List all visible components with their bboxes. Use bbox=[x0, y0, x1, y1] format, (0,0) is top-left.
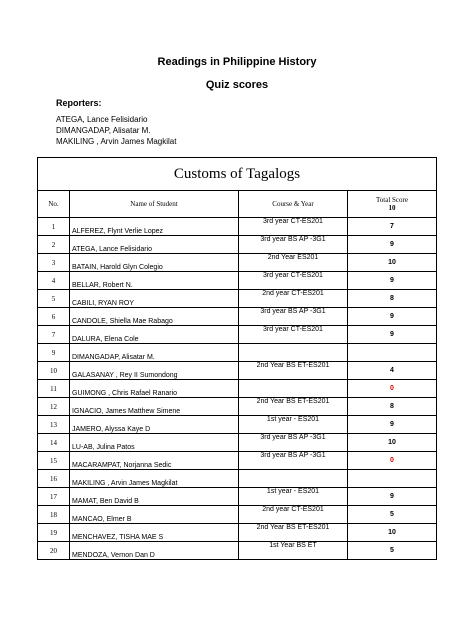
row-number: 10 bbox=[38, 362, 70, 380]
course-year bbox=[239, 380, 348, 398]
table-row bbox=[38, 542, 437, 560]
row-number: 2 bbox=[38, 236, 70, 254]
student-name: MACARAMPAT, Norjanna Sedic bbox=[70, 452, 239, 470]
total-score: 4 bbox=[348, 362, 437, 380]
student-name: MAKILING , Arvin James Magkilat bbox=[70, 470, 239, 488]
total-score: 7 bbox=[348, 218, 437, 236]
student-name: MENCHAVEZ, TISHA MAE S bbox=[70, 524, 239, 542]
student-name: DALURA, Elena Cole bbox=[70, 326, 239, 344]
student-name: ALFEREZ, Flynt Verlie Lopez bbox=[70, 218, 239, 236]
header-score-max: 10 bbox=[388, 204, 396, 212]
total-score: 9 bbox=[348, 236, 437, 254]
total-score: 0 bbox=[348, 380, 437, 398]
row-number: 4 bbox=[38, 272, 70, 290]
student-name: GALASANAY , Rey II Sumondong bbox=[70, 362, 239, 380]
table-row bbox=[38, 452, 437, 470]
total-score: 8 bbox=[348, 398, 437, 416]
course-year: 3rd year CT-ES201 bbox=[239, 272, 348, 290]
student-name: JAMERO, Alyssa Kaye D bbox=[70, 416, 239, 434]
student-name: DIMANGADAP, Alisatar M. bbox=[70, 344, 239, 362]
reporter-name: MAKILING , Arvin James Magkilat bbox=[56, 137, 177, 146]
total-score: 9 bbox=[348, 488, 437, 506]
row-number: 14 bbox=[38, 434, 70, 452]
row-number: 5 bbox=[38, 290, 70, 308]
course-year: 2nd Year BS ET-ES201 bbox=[239, 362, 348, 380]
row-number: 20 bbox=[38, 542, 70, 560]
document-subtitle: Quiz scores bbox=[205, 79, 269, 91]
total-score: 5 bbox=[348, 542, 437, 560]
row-number: 9 bbox=[38, 344, 70, 362]
student-name: BATAIN, Harold Glyn Colegio bbox=[70, 254, 239, 272]
reporter-name: ATEGA, Lance Felisidario bbox=[56, 115, 148, 124]
table-row bbox=[38, 344, 437, 362]
course-year: 1st year - ES201 bbox=[239, 416, 348, 434]
table-row bbox=[38, 236, 437, 254]
reporters-heading: Reporters: bbox=[56, 98, 102, 108]
row-number: 17 bbox=[38, 488, 70, 506]
course-year: 2nd year CT-ES201 bbox=[239, 290, 348, 308]
course-year: 2nd Year ES201 bbox=[239, 254, 348, 272]
row-number: 18 bbox=[38, 506, 70, 524]
student-name: BELLAR, Robert N. bbox=[70, 272, 239, 290]
row-number: 13 bbox=[38, 416, 70, 434]
table-row bbox=[38, 380, 437, 398]
table-row bbox=[38, 272, 437, 290]
course-year: 2nd year CT-ES201 bbox=[239, 506, 348, 524]
table-row bbox=[38, 416, 437, 434]
table-caption: Customs of Tagalogs bbox=[38, 158, 437, 191]
total-score: 9 bbox=[348, 272, 437, 290]
student-name: CANDOLE, Shiella Mae Rabago bbox=[70, 308, 239, 326]
table-row bbox=[38, 254, 437, 272]
row-number: 7 bbox=[38, 326, 70, 344]
student-name: MANCAO, Elmer B bbox=[70, 506, 239, 524]
course-year: 3rd year CT-ES201 bbox=[239, 218, 348, 236]
row-number: 3 bbox=[38, 254, 70, 272]
table-row bbox=[38, 434, 437, 452]
header-course: Course & Year bbox=[239, 191, 348, 218]
student-name: MAMAT, Ben David B bbox=[70, 488, 239, 506]
total-score: 10 bbox=[348, 254, 437, 272]
row-number: 15 bbox=[38, 452, 70, 470]
table-row bbox=[38, 362, 437, 380]
table-row bbox=[38, 218, 437, 236]
table-row bbox=[38, 398, 437, 416]
course-year: 1st Year BS ET bbox=[239, 542, 348, 560]
student-name: CABILI, RYAN ROY bbox=[70, 290, 239, 308]
course-year: 3rd year BS AP -3G1 bbox=[239, 308, 348, 326]
total-score bbox=[348, 344, 437, 362]
total-score: 9 bbox=[348, 326, 437, 344]
table-row bbox=[38, 524, 437, 542]
course-year: 3rd year BS AP -3G1 bbox=[239, 434, 348, 452]
document-title: Readings in Philippine History bbox=[157, 56, 317, 68]
row-number: 11 bbox=[38, 380, 70, 398]
table-row bbox=[38, 290, 437, 308]
row-number: 12 bbox=[38, 398, 70, 416]
total-score: 8 bbox=[348, 290, 437, 308]
header-score-label: Total Score bbox=[376, 196, 408, 204]
total-score: 10 bbox=[348, 434, 437, 452]
table-row bbox=[38, 326, 437, 344]
course-year: 1st year - ES201 bbox=[239, 488, 348, 506]
course-year: 2nd Year BS ET-ES201 bbox=[239, 398, 348, 416]
course-year: 3rd year CT-ES201 bbox=[239, 326, 348, 344]
course-year bbox=[239, 470, 348, 488]
course-year: 2nd Year BS ET-ES201 bbox=[239, 524, 348, 542]
table-row bbox=[38, 308, 437, 326]
course-year: 3rd year BS AP -3G1 bbox=[239, 236, 348, 254]
course-year bbox=[239, 344, 348, 362]
table-row bbox=[38, 488, 437, 506]
student-name: LU-AB, Julina Patos bbox=[70, 434, 239, 452]
total-score bbox=[348, 470, 437, 488]
table-row bbox=[38, 470, 437, 488]
student-name: MENDOZA, Vernon Dan D bbox=[70, 542, 239, 560]
scores-table bbox=[37, 157, 437, 560]
row-number: 19 bbox=[38, 524, 70, 542]
total-score: 9 bbox=[348, 308, 437, 326]
total-score: 0 bbox=[348, 452, 437, 470]
reporter-name: DIMANGADAP, Alisatar M. bbox=[56, 126, 151, 135]
student-name: GUIMONG , Chris Rafael Ranario bbox=[70, 380, 239, 398]
student-name: IGNACIO, James Matthew Simene bbox=[70, 398, 239, 416]
total-score: 9 bbox=[348, 416, 437, 434]
student-name: ATEGA, Lance Felisidario bbox=[70, 236, 239, 254]
header-no: No. bbox=[38, 191, 70, 218]
total-score: 10 bbox=[348, 524, 437, 542]
row-number: 16 bbox=[38, 470, 70, 488]
total-score: 5 bbox=[348, 506, 437, 524]
header-name: Name of Student bbox=[70, 191, 239, 218]
header-score bbox=[348, 191, 437, 218]
row-number: 6 bbox=[38, 308, 70, 326]
course-year: 3rd year BS AP -3G1 bbox=[239, 452, 348, 470]
table-row bbox=[38, 506, 437, 524]
row-number: 1 bbox=[38, 218, 70, 236]
